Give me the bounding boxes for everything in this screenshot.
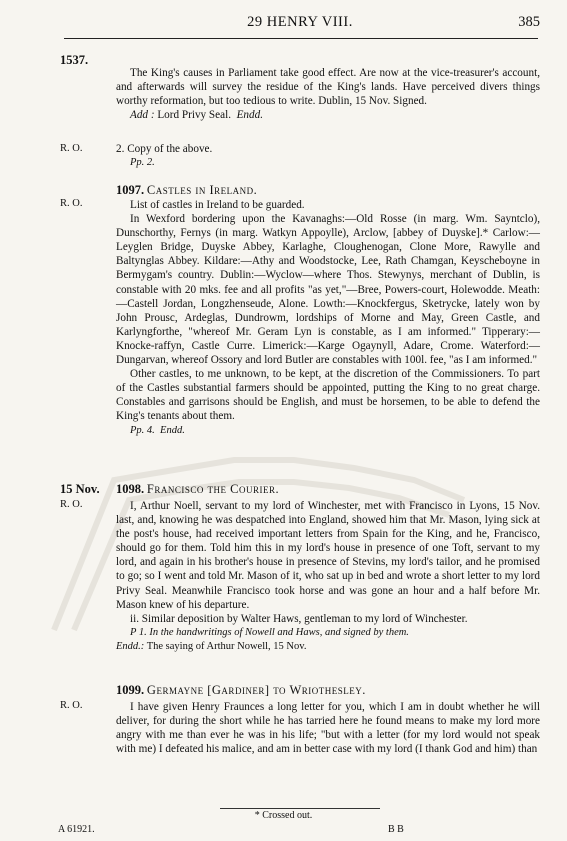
entry-1097-p2: In Wexford bordering upon the Kavanaghs:—Old Rosse (in marg. Wm. Sayntclo), Dunschorthy, Fernys (in marg. Watkyn Appoylle), Arclow, [abbey of Duyske].* Carlow:—Leyglen Bridge, Duyske Abbey, Karlaghe, Cloughenogan, Clone More, Rawylle and Baltynglas Abbey. Kildare:—Athy and Woodstocke, Lee, Rath Chamgan, Keyscheboyne in Bermygam's country. Dublin:—Wyclow—where Thos. Stewynys, merchant of Dublin, is constable with 20 mks. fee and all profits "as yet,"—Bree, Powers-court, Holewodde. Meath:—Castell Jordan, Longzhenseude, Alone. Lowth:—Knockfergus, Sketrycke, lately won by John Prousc, Ardeglas, Dundrowm, lordships of Morne and May, Green Castle, and Karlyngforthe, "whereof Mr. Geram Lyn is constable, as I am informed." Tipperary:—Knocke-raffyn, Castle Curre. Limerick:—Karge Ogaynyll, Adare, Crome. Waterford:—Dungarvan, whereof Ossory and lord Butler are constables with 100l. fee, "as I am informed." <box>116 213 540 367</box>
entry-1098-p3-label: P 1. <box>130 626 147 638</box>
item2-pages <box>116 156 540 170</box>
entry-1097-title: Castles in Ireland. <box>146 183 258 197</box>
entry-1098-p3 <box>116 626 540 640</box>
footnote: * Crossed out. <box>254 810 313 821</box>
continued-letter-text <box>116 66 540 108</box>
entry-1098-p4 <box>116 640 540 654</box>
footnote-rule <box>220 808 380 809</box>
margin-ro-1098: R. O. <box>60 499 83 510</box>
margin-ro-1097: R. O. <box>60 198 83 209</box>
header-rule <box>64 38 538 39</box>
entry-1098-p2: ii. Similar deposition by Walter Haws, gentleman to my lord of Winchester. <box>130 612 468 625</box>
running-header-title: 29 HENRY VIII. <box>247 14 353 30</box>
entry-1097-pp: Pp. 4. <box>130 424 155 436</box>
entry-1097-p1: List of castles in Ireland to be guarded. <box>130 199 305 211</box>
printer-signature-right: B B <box>388 824 404 835</box>
entry-1099-body <box>116 700 540 756</box>
entry-1098-p4-text: The saying of Arthur Nowell, 15 Nov. <box>146 640 307 652</box>
year-marker: 1537. <box>60 53 89 67</box>
running-header <box>60 14 540 36</box>
entry-1099-heading <box>116 683 540 698</box>
entry-1099-number: 1099. <box>116 683 145 697</box>
entry-1099-p1: I have given Henry Fraunces a long letter for you, which I am in doubt whether he will deliver, for during the short while he has tarried here he found means to make my lord more angry with me than ever he was in his life; "but with a letter (for my lord would not speak with me) I defeated his malice, and am in better case with my lord (I thank God and him) than <box>116 701 540 756</box>
continued-letter <box>116 66 540 122</box>
entry-1097-p3: Other castles, to me unknown, to be kept, at the discretion of the Commissioners. To part of the Castles substantial farmers should be appointed, putting the King to no great charge. Constables and garrisons should be English, and must be horsemen, to be able to defend the King's tenants about them. <box>116 368 540 423</box>
entry-1097-body <box>116 198 540 438</box>
entry-1097-heading <box>116 183 540 198</box>
entry-1097-pages <box>116 424 540 438</box>
entry-1098-p1: I, Arthur Noell, servant to my lord of Winchester, met with Francisco in Lyons, 15 Nov. last, and, knowing he was despatched into England, showed him that Mr. Mason, lying sick at the post's house, had received important letters from Spain for the King, and he, Francisco, should go for them. Told him this in my lord's house in presence of one Toft, servant to my lord, and again in his brother's house in presence of Stevins, my lord's tailor, and he promised to go; so I went and told Mr. Mason of it, who sat up in bed and wrote a short letter to my lord Privy Seal. Meanwhile Francisco took horse and was gone an hour and a half before Mr. Mason knew of his departure. <box>116 500 540 611</box>
entry-1098-heading <box>116 482 540 497</box>
entry-1099-title: Germayne [Gardiner] to Wriothesley. <box>146 683 366 697</box>
entry-1097-endd: Endd. <box>160 424 185 436</box>
item2 <box>116 142 540 170</box>
continued-letter-body: The King's causes in Parliament take good effect. Are now at the vice-treasurer's account, and afterwards will survey the residue of the King's lands. Have perceived divers things worthy reformation, but too tedious to write. Dublin, 15 Nov. Signed. <box>116 67 540 108</box>
margin-ro-item2: R. O. <box>60 143 83 154</box>
entry-1098-p4-label: Endd.: <box>116 640 145 652</box>
entry-1098-body <box>116 499 540 654</box>
entry-1098-date: 15 Nov. <box>60 482 100 496</box>
address-line <box>116 108 540 122</box>
item2-text: 2. Copy of the above. <box>116 143 213 155</box>
entry-1098-p3-text: In the handwritings of Nowell and Haws, and signed by them. <box>149 626 409 638</box>
add-label: Add : <box>130 109 155 122</box>
add-text: Lord Privy Seal. <box>157 109 231 122</box>
item2-pp: Pp. 2. <box>130 157 155 169</box>
entry-1098-number: 1098. <box>116 482 145 496</box>
margin-ro-1099: R. O. <box>60 700 83 711</box>
printer-signature-left: A 61921. <box>58 824 95 835</box>
entry-1098-title: Francisco the Courier. <box>146 482 280 496</box>
page-number: 385 <box>518 14 540 30</box>
add-endd: Endd. <box>236 109 264 122</box>
entry-1097-number: 1097. <box>116 183 145 197</box>
